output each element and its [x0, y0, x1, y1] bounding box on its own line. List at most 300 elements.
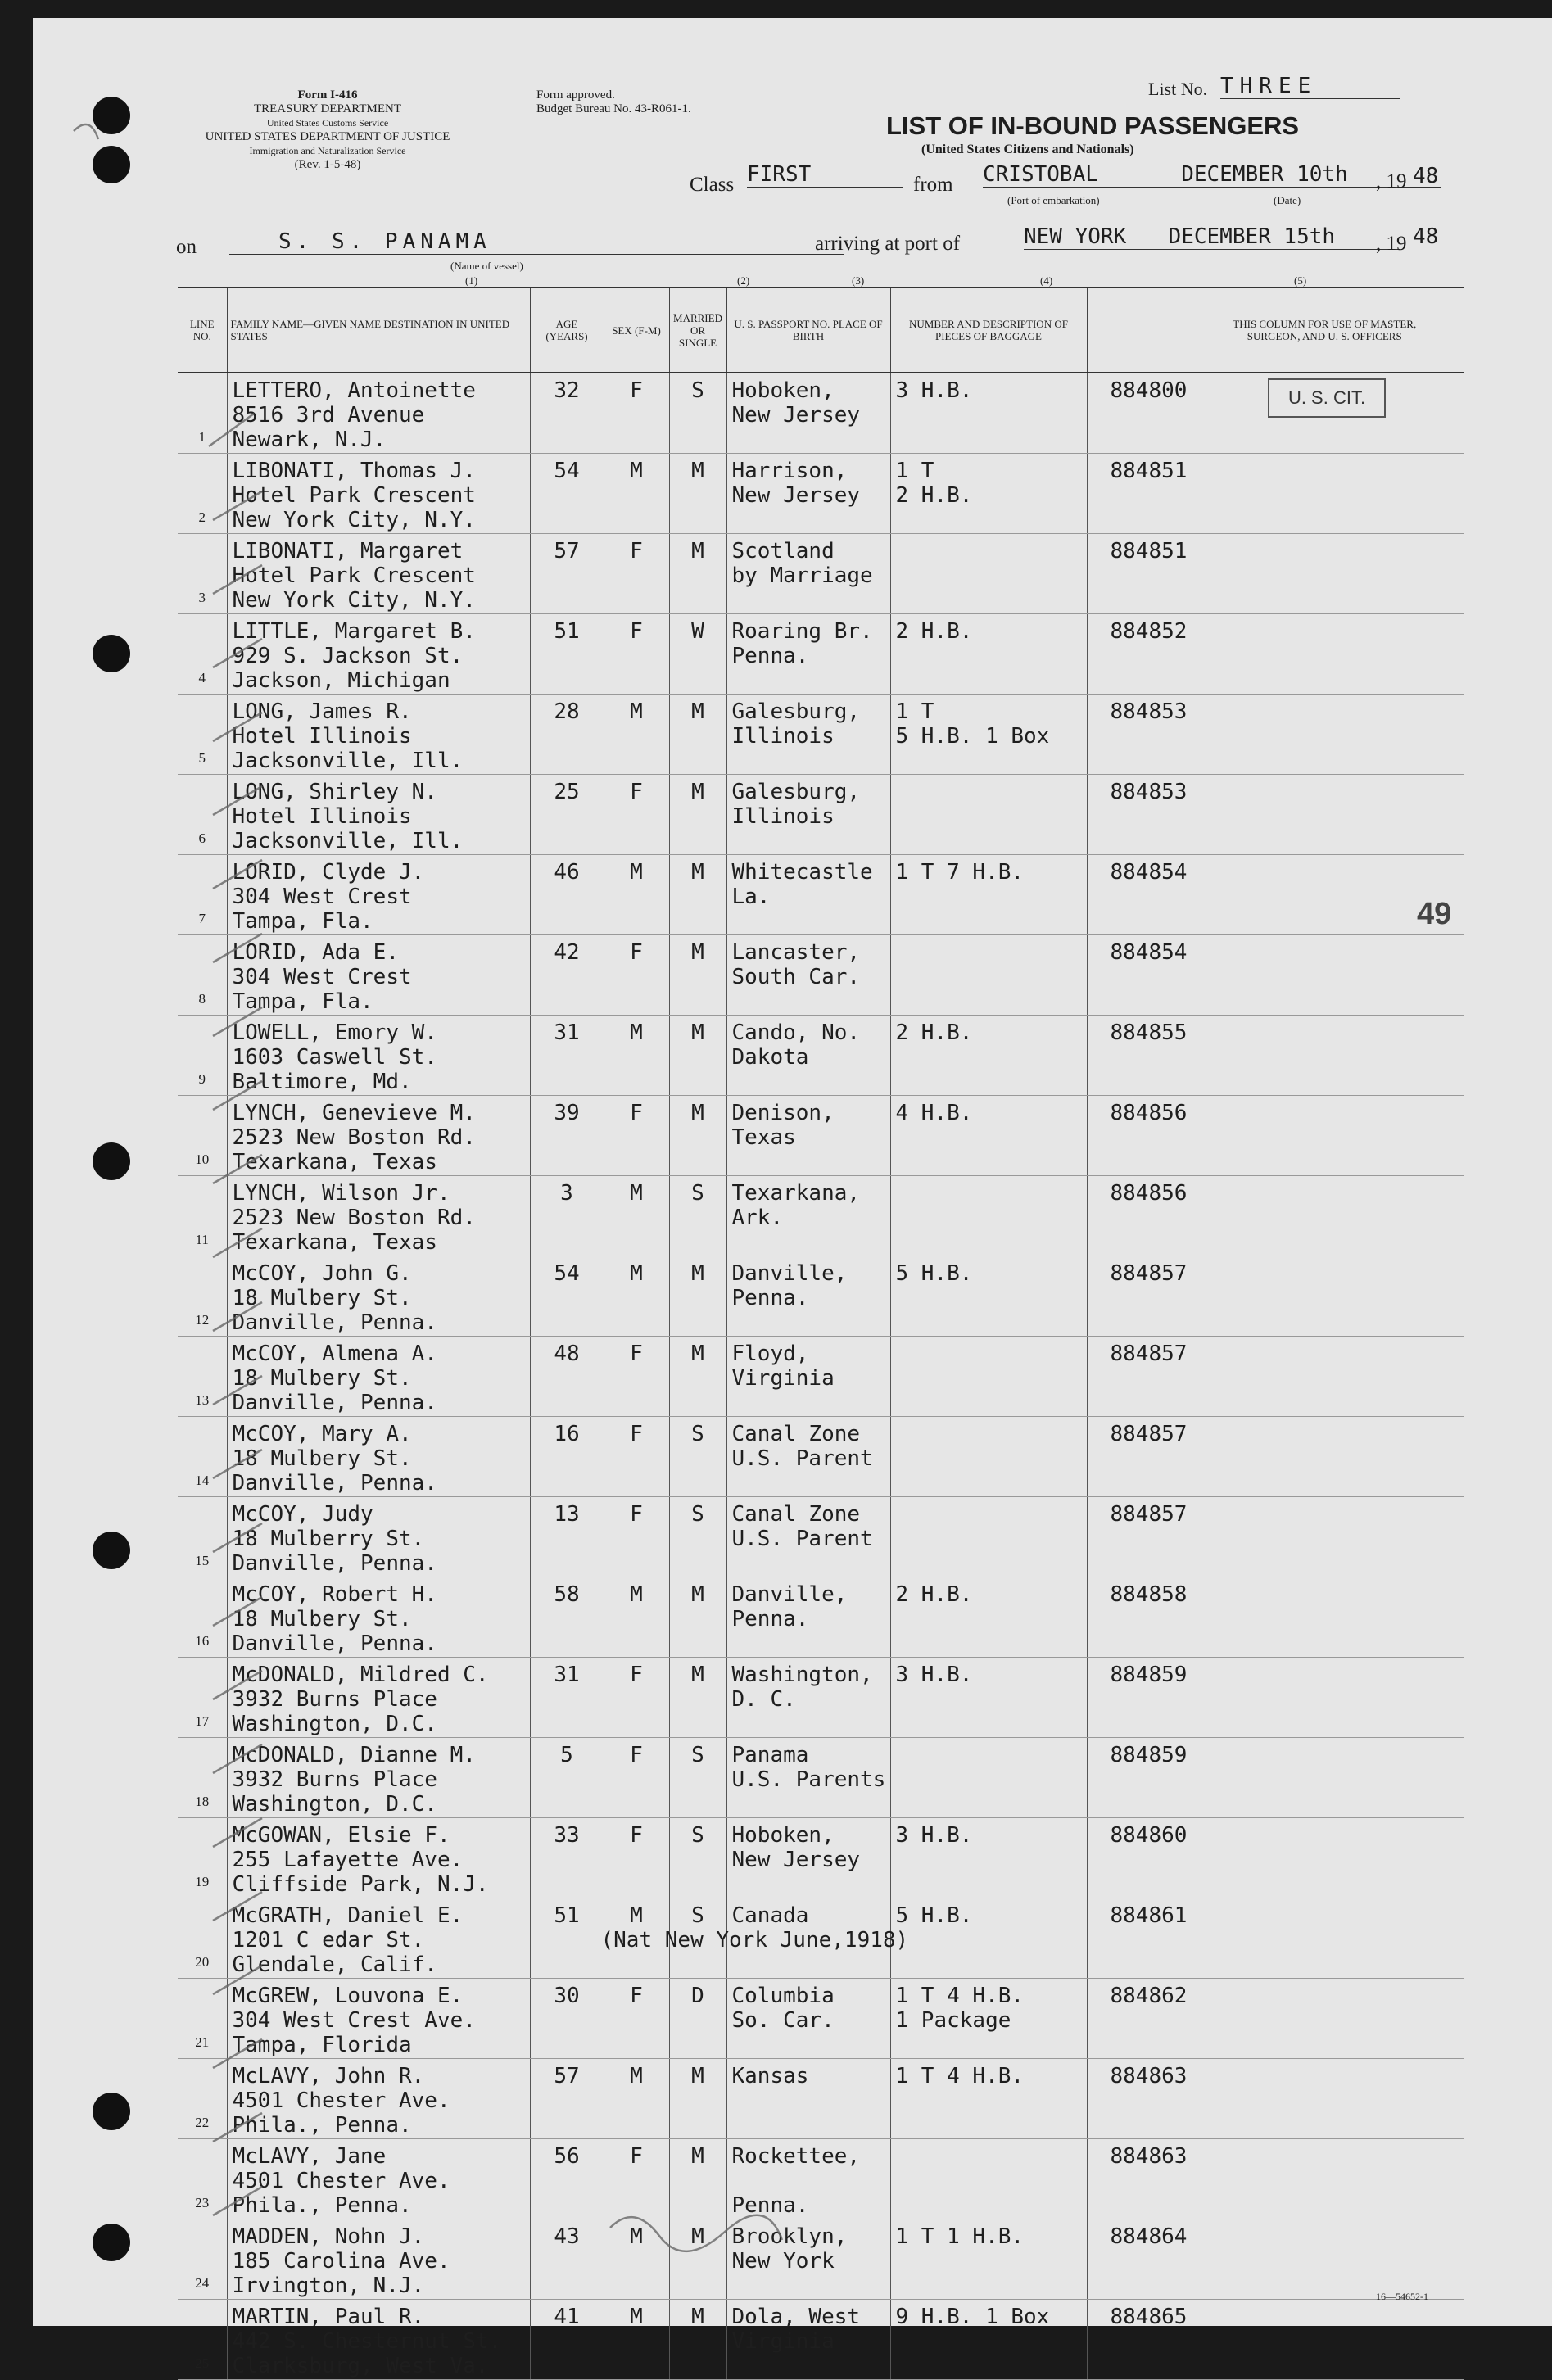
passenger-name-line: Phila., Penna. [232, 2193, 412, 2218]
passenger-name-line: Phila., Penna. [232, 2113, 412, 2138]
passenger-age: 51 [530, 1898, 604, 1979]
passenger-name-line: 4501 Chester Ave. [232, 2169, 450, 2193]
passenger-sex: F [604, 1738, 669, 1818]
line-number: 20 [178, 1898, 227, 1979]
class-label: Class [690, 174, 735, 196]
passport-number: 884865 [1087, 2300, 1464, 2380]
line-number: 23 [178, 2139, 227, 2219]
passenger-marital: S [669, 1738, 726, 1818]
passenger-marital: M [669, 2139, 726, 2219]
passenger-name-line: Danville, Penna. [232, 1310, 437, 1335]
passport-number: 884856 [1087, 1096, 1464, 1176]
passenger-marital: M [669, 454, 726, 534]
passenger-age: 32 [530, 373, 604, 454]
line-number: 1 [178, 373, 227, 454]
form-approved: Form approved. [536, 88, 615, 102]
passenger-name-line: McGREW, Louvona E. [232, 1984, 464, 2008]
passenger-sex: F [604, 1979, 669, 2059]
baggage-line: 1 Package [895, 2008, 1011, 2033]
passenger-name-line: 18 Mulbery St. [232, 1286, 412, 1310]
birthplace-line: Canal Zone [731, 1502, 861, 1527]
birthplace-line: So. Car. [731, 2008, 835, 2033]
footer-code: 16—54652-1 [1376, 2291, 1428, 2302]
treasury-dept: TREASURY DEPARTMENT [253, 102, 402, 115]
passenger-age: 57 [530, 2059, 604, 2139]
baggage-line: 1 T [895, 699, 934, 724]
line-number: 10 [178, 1096, 227, 1176]
passenger-sex: F [604, 1497, 669, 1577]
ins-service: Immigration and Naturalization Service [249, 145, 406, 156]
birthplace-line: Kansas [731, 2064, 809, 2088]
passenger-marital: M [669, 695, 726, 775]
baggage-line: 9 H.B. 1 Box [895, 2305, 1050, 2329]
page-title: LIST OF IN-BOUND PASSENGERS [886, 111, 1300, 140]
passenger-name-line: Danville, Penna. [232, 1551, 437, 1576]
passenger-name-line: Hotel Illinois [232, 724, 412, 749]
baggage-line: 2 H.B. [895, 619, 973, 644]
passenger-marital: M [669, 855, 726, 935]
passenger-age: 43 [530, 2219, 604, 2300]
line-number: 22 [178, 2059, 227, 2139]
passenger-sex: F [604, 1096, 669, 1176]
from-year-prefix: , 19 [1376, 170, 1407, 192]
passenger-sex: F [604, 1337, 669, 1417]
birthplace-line: Danville, [731, 1582, 848, 1607]
passenger-age: 54 [530, 1256, 604, 1337]
birthplace-line: Columbia [731, 1984, 835, 2008]
passenger-name-line: McLAVY, John R. [232, 2064, 425, 2088]
birthplace-line: Harrison, [731, 459, 848, 483]
line-number: 12 [178, 1256, 227, 1337]
arrival-year: 48 [1413, 224, 1439, 249]
passenger-sex: F [604, 373, 669, 454]
birthplace-line: Texas [731, 1125, 796, 1150]
birthplace-line: La. [731, 885, 771, 909]
passport-number: 884854 [1087, 855, 1464, 935]
passenger-name-line: LETTERO, Antoinette [232, 378, 476, 403]
birthplace-line: Dakota [731, 1045, 809, 1070]
line-number: 3 [178, 534, 227, 614]
passenger-name-line: Jacksonville, Ill. [232, 829, 464, 853]
passenger-name-line: 18 Mulbery St. [232, 1446, 412, 1471]
passenger-name-line: Cliffside Park, N.J. [232, 1872, 489, 1897]
line-number: 2 [178, 454, 227, 534]
line-number: 6 [178, 775, 227, 855]
passenger-name-line: McCOY, Mary A. [232, 1422, 412, 1446]
passenger-sex: M [604, 695, 669, 775]
passenger-sex: M [604, 1577, 669, 1658]
birthplace-line: Denison, [731, 1101, 835, 1125]
passenger-age: 57 [530, 534, 604, 614]
passenger-name-line: 8516 3rd Avenue [232, 403, 425, 428]
from-date: DECEMBER 10th [1181, 162, 1348, 187]
birthplace-line: Galesburg, [731, 699, 861, 724]
birthplace-line: Dola, West [731, 2305, 861, 2329]
passenger-marital: M [669, 935, 726, 1016]
passenger-age: 51 [530, 614, 604, 695]
passenger-sex: M [604, 1898, 669, 1979]
passenger-name-line: Hotel Illinois [232, 804, 412, 829]
passenger-name-line: LONG, James R. [232, 699, 412, 724]
header-birthplace: U. S. PASSPORT NO. PLACE OF BIRTH [726, 287, 890, 373]
birthplace-line: Lancaster, [731, 940, 861, 965]
passenger-sex: M [604, 454, 669, 534]
birthplace-line: Brooklyn, [731, 2224, 848, 2249]
baggage-line: 1 T 7 H.B. [895, 860, 1025, 885]
passenger-sex: F [604, 775, 669, 855]
passport-number: 884862 [1087, 1979, 1464, 2059]
passenger-name-line: LYNCH, Genevieve M. [232, 1101, 476, 1125]
passenger-name-line: 18 Mulberry St. [232, 1527, 425, 1551]
passenger-age: 13 [530, 1497, 604, 1577]
birthplace-line: Virginia [731, 2329, 835, 2354]
passenger-name-line: McDONALD, Mildred C. [232, 1663, 489, 1687]
passenger-age: 31 [530, 1016, 604, 1096]
passenger-name-line: Irvington, N.J. [232, 2274, 425, 2298]
birthplace-line: New York [731, 2249, 835, 2274]
passenger-name-line: 929 S. Jackson St. [232, 644, 464, 668]
passport-number: 884863 [1087, 2059, 1464, 2139]
passenger-name-line: McGOWAN, Elsie F. [232, 1823, 450, 1848]
passport-number: 884857 [1087, 1256, 1464, 1337]
passport-number: 884857 [1087, 1417, 1464, 1497]
passenger-age: 33 [530, 1818, 604, 1898]
birthplace-line: Washington, [731, 1663, 873, 1687]
passport-number: 884857 [1087, 1497, 1464, 1577]
baggage-line: 4 H.B. [895, 1101, 973, 1125]
line-number: 5 [178, 695, 227, 775]
line-number: 24 [178, 2219, 227, 2300]
passenger-sex: F [604, 935, 669, 1016]
passenger-name-line: LORID, Ada E. [232, 940, 399, 965]
birthplace-line: Whitecastle [731, 860, 873, 885]
passenger-marital: S [669, 1898, 726, 1979]
birthplace-line: Canal Zone [731, 1422, 861, 1446]
passenger-name-line: LORID, Clyde J. [232, 860, 425, 885]
passport-number: 884855 [1087, 1016, 1464, 1096]
on-label: on [176, 236, 197, 258]
birthplace-line: Scotland [731, 539, 835, 563]
line-number: 11 [178, 1176, 227, 1256]
birthplace-line: U.S. Parent [731, 1527, 873, 1551]
birthplace-line: Penna. [731, 1286, 809, 1310]
passenger-name-line: Hotel Park Crescent [232, 563, 476, 588]
birthplace-line: Illinois [731, 804, 835, 829]
passenger-name-line: Baltimore, Md. [232, 1070, 412, 1094]
baggage-line: 1 T 1 H.B. [895, 2224, 1025, 2249]
passenger-name-line: 442 S. Chesternut St. [232, 2329, 502, 2354]
passenger-name-line: McDONALD, Dianne M. [232, 1743, 476, 1767]
from-port: CRISTOBAL [983, 162, 1098, 187]
passenger-age: 5 [530, 1738, 604, 1818]
birthplace-line: Panama [731, 1743, 809, 1767]
line-number: 15 [178, 1497, 227, 1577]
baggage-line: 1 T [895, 459, 934, 483]
passenger-sex: M [604, 1016, 669, 1096]
passenger-marital: D [669, 1979, 726, 2059]
passenger-marital: M [669, 534, 726, 614]
arrival-port: NEW YORK [1024, 224, 1127, 249]
passenger-name-line: Tampa, Fla. [232, 909, 373, 934]
baggage-line: 5 H.B. 1 Box [895, 724, 1050, 749]
passenger-name-line: 2523 New Boston Rd. [232, 1206, 476, 1230]
passenger-age: 48 [530, 1337, 604, 1417]
passenger-name-line: Texarkana, Texas [232, 1230, 437, 1255]
baggage-line: 1 T 4 H.B. [895, 1984, 1025, 2008]
passenger-name-line: 3932 Burns Place [232, 1687, 437, 1712]
passenger-name-line: Texarkana, Texas [232, 1150, 437, 1174]
passenger-marital: M [669, 1256, 726, 1337]
header-marital: MARRIED OR SINGLE [669, 287, 726, 373]
baggage-line: 3 H.B. [895, 1663, 973, 1687]
passenger-marital: M [669, 1096, 726, 1176]
passenger-name-line: 185 Carolina Ave. [232, 2249, 450, 2274]
passenger-marital: S [669, 373, 726, 454]
passenger-name-line: 4501 Chester Ave. [232, 2088, 450, 2113]
line-number: 13 [178, 1337, 227, 1417]
passenger-name-line: MARTIN, Paul R. [232, 2305, 425, 2329]
form-number: Form I-416 [297, 88, 358, 102]
birthplace-line: D. C. [731, 1687, 796, 1712]
passport-number: 884851 [1087, 534, 1464, 614]
line-number: 16 [178, 1577, 227, 1658]
passenger-name-line: McCOY, John G. [232, 1261, 412, 1286]
passport-number: 884853 [1087, 775, 1464, 855]
passenger-marital: M [669, 1658, 726, 1738]
passport-number: 884863 [1087, 2139, 1464, 2219]
passport-number: 884854 [1087, 935, 1464, 1016]
baggage-line: 1 T 4 H.B. [895, 2064, 1025, 2088]
line-number: 14 [178, 1417, 227, 1497]
birthplace-line: U.S. Parent [731, 1446, 873, 1471]
arrival-date: DECEMBER 15th [1168, 224, 1336, 249]
passenger-name-line: Danville, Penna. [232, 1631, 437, 1656]
line-number: 7 [178, 855, 227, 935]
passenger-marital: S [669, 1818, 726, 1898]
passenger-age: 28 [530, 695, 604, 775]
passenger-name-line: McCOY, Judy [232, 1502, 373, 1527]
passenger-name-line: Washington, D.C. [232, 1712, 437, 1736]
passenger-name-line: Washington, D.C. [232, 1792, 437, 1817]
passenger-name-line: McLAVY, Jane [232, 2144, 387, 2169]
customs-service: United States Customs Service [266, 117, 389, 129]
passenger-name-line: LITTLE, Margaret B. [232, 619, 476, 644]
passport-number: 884800 [1087, 373, 1464, 454]
passport-number: 884859 [1087, 1658, 1464, 1738]
passenger-marital: M [669, 775, 726, 855]
arriving-label: arriving at port of [815, 233, 961, 255]
passenger-name-line: McCOY, Almena A. [232, 1342, 437, 1366]
header-baggage: NUMBER AND DESCRIPTION OF PIECES OF BAGGAGE [890, 287, 1087, 373]
passenger-sex: M [604, 2300, 669, 2380]
passenger-name-line: 255 Lafayette Ave. [232, 1848, 464, 1872]
passenger-sex: M [604, 2059, 669, 2139]
passenger-age: 25 [530, 775, 604, 855]
passenger-marital: M [669, 1337, 726, 1417]
passport-number: 884858 [1087, 1577, 1464, 1658]
passenger-age: 39 [530, 1096, 604, 1176]
birthplace-line: Texarkana, [731, 1181, 861, 1206]
birthplace-line: U.S. Parents [731, 1767, 886, 1792]
line-number: 21 [178, 1979, 227, 2059]
passenger-name-line: Danville, Penna. [232, 1471, 437, 1495]
passenger-sex: F [604, 2139, 669, 2219]
passenger-marital: S [669, 1417, 726, 1497]
baggage-line: 5 H.B. [895, 1903, 973, 1928]
passenger-marital: M [669, 2059, 726, 2139]
col-num-4: (4) [1040, 274, 1053, 287]
header-age: AGE (YEARS) [530, 287, 604, 373]
arrival-year-prefix: , 19 [1376, 233, 1407, 255]
passport-number: 884853 [1087, 695, 1464, 775]
passport-number: 884861 [1087, 1898, 1464, 1979]
vessel-label: (Name of vessel) [450, 260, 523, 272]
passenger-age: 58 [530, 1577, 604, 1658]
passenger-age: 46 [530, 855, 604, 935]
passenger-name-line: McGRATH, Daniel E. [232, 1903, 464, 1928]
revision: (Rev. 1-5-48) [294, 158, 361, 171]
col-num-5: (5) [1294, 274, 1307, 287]
baggage-line: 2 H.B. [895, 483, 973, 508]
passenger-name-line: LYNCH, Wilson Jr. [232, 1181, 450, 1206]
passenger-marital: S [669, 1497, 726, 1577]
passport-number: 884864 [1087, 2219, 1464, 2300]
passenger-marital: S [669, 1176, 726, 1256]
passport-number: 884857 [1087, 1337, 1464, 1417]
margin-number: 49 [1417, 897, 1452, 931]
passport-number: 884856 [1087, 1176, 1464, 1256]
passenger-sex: F [604, 1818, 669, 1898]
passenger-name-line: Hotel Park Crescent [232, 483, 476, 508]
birthplace-line: Rockettee, [731, 2144, 861, 2169]
passenger-marital: M [669, 2219, 726, 2300]
from-year: 48 [1413, 164, 1439, 188]
passenger-sex: M [604, 1176, 669, 1256]
port-embark-label: (Port of embarkation) [1007, 194, 1100, 206]
justice-dept: UNITED STATES DEPARTMENT OF JUSTICE [205, 130, 450, 143]
passenger-marital: W [669, 614, 726, 695]
baggage-line: 2 H.B. [895, 1582, 973, 1607]
passenger-sex: M [604, 855, 669, 935]
budget-bureau: Budget Bureau No. 43-R061-1. [536, 102, 691, 115]
passenger-name-line: Tampa, Florida [232, 2033, 412, 2057]
passenger-name-line: McCOY, Robert H. [232, 1582, 437, 1607]
passenger-name-line: MADDEN, Nohn J. [232, 2224, 425, 2249]
passenger-age: 54 [530, 454, 604, 534]
passenger-marital: M [669, 1016, 726, 1096]
col-num-2: (2) [737, 274, 750, 287]
line-number: 4 [178, 614, 227, 695]
passenger-sex: F [604, 614, 669, 695]
birthplace-line: Danville, [731, 1261, 848, 1286]
birthplace-line: Penna. [731, 1607, 809, 1631]
baggage-line: 3 H.B. [895, 378, 973, 403]
page-subtitle: (United States Citizens and Nationals) [921, 143, 1134, 156]
header-officers: THIS COLUMN FOR USE OF MASTER, SURGEON, AND U. S. OFFICERS [1087, 287, 1464, 373]
passenger-name-line: Clarksburg, West Va. [232, 2354, 489, 2378]
passport-number: 884852 [1087, 614, 1464, 695]
baggage-line: 2 H.B. [895, 1020, 973, 1045]
passenger-age: 41 [530, 2300, 604, 2380]
birthplace-line: Virginia [731, 1366, 835, 1391]
passenger-name-line: 18 Mulbery St. [232, 1366, 412, 1391]
passenger-age: 16 [530, 1417, 604, 1497]
passenger-sex: F [604, 534, 669, 614]
birthplace-line: Canada [731, 1903, 809, 1928]
passenger-name-line: 1603 Caswell St. [232, 1045, 437, 1070]
passenger-name-line: Jacksonville, Ill. [232, 749, 464, 773]
birthplace-line: Penna. [731, 644, 809, 668]
passenger-name-line: Danville, Penna. [232, 1391, 437, 1415]
birthplace-line: by Marriage [731, 563, 873, 588]
passenger-name-line: 304 West Crest [232, 965, 412, 989]
passenger-name-line: Tampa, Fla. [232, 989, 373, 1014]
birthplace-line: South Car. [731, 965, 861, 989]
line-number: 17 [178, 1658, 227, 1738]
passenger-name-line: New York City, N.Y. [232, 588, 476, 613]
passenger-name-line: New York City, N.Y. [232, 508, 476, 532]
passenger-age: 42 [530, 935, 604, 1016]
passenger-name-line: LONG, Shirley N. [232, 780, 437, 804]
line-number: 25 [178, 2300, 227, 2380]
us-citizen-stamp: U. S. CIT. [1268, 378, 1386, 418]
passenger-sex: F [604, 1417, 669, 1497]
passenger-name-line: Newark, N.J. [232, 428, 387, 452]
passenger-age: 3 [530, 1176, 604, 1256]
birthplace-line: Penna. [731, 2193, 809, 2218]
birthplace-line: Roaring Br. [731, 619, 873, 644]
header-sex: SEX (F-M) [604, 287, 669, 373]
date-label: (Date) [1274, 194, 1301, 206]
passenger-name-line: Jackson, Michigan [232, 668, 450, 693]
birthplace-line: Hoboken, [731, 1823, 835, 1848]
birthplace-line: Illinois [731, 724, 835, 749]
vessel-name: S. S. PANAMA [229, 229, 844, 255]
passenger-name-line: 18 Mulbery St. [232, 1607, 412, 1631]
birthplace-line: New Jersey [731, 483, 861, 508]
line-number: 18 [178, 1738, 227, 1818]
birthplace-line: Floyd, [731, 1342, 809, 1366]
birthplace-line: Ark. [731, 1206, 784, 1230]
birthplace-line: Galesburg, [731, 780, 861, 804]
passenger-name-line: LOWELL, Emory W. [232, 1020, 437, 1045]
passenger-sex: M [604, 2219, 669, 2300]
from-label: from [913, 174, 953, 196]
passenger-name-line: LIBONATI, Margaret [232, 539, 464, 563]
header-name: FAMILY NAME—GIVEN NAME DESTINATION IN UNITED STATES [227, 287, 530, 373]
passport-number: 884860 [1087, 1818, 1464, 1898]
header-line-no: LINE NO. [178, 287, 227, 373]
line-number: 19 [178, 1818, 227, 1898]
passport-number: 884859 [1087, 1738, 1464, 1818]
passenger-age: 31 [530, 1658, 604, 1738]
col-num-3: (3) [852, 274, 865, 287]
class-value: FIRST [747, 162, 903, 188]
passenger-sex: F [604, 1658, 669, 1738]
passenger-name-line: 1201 C edar St. [232, 1928, 425, 1952]
passenger-marital: M [669, 2300, 726, 2380]
passenger-name-line: 3932 Burns Place [232, 1767, 437, 1792]
col-num-1: (1) [465, 274, 478, 287]
passport-number: 884851 [1087, 454, 1464, 534]
list-no-label: List No. [1148, 79, 1208, 99]
baggage-line: 5 H.B. [895, 1261, 973, 1286]
list-no-value: THREE [1220, 74, 1400, 99]
line-number: 9 [178, 1016, 227, 1096]
line-number: 8 [178, 935, 227, 1016]
birthplace-line: New Jersey [731, 403, 861, 428]
birthplace-line: New Jersey [731, 1848, 861, 1872]
